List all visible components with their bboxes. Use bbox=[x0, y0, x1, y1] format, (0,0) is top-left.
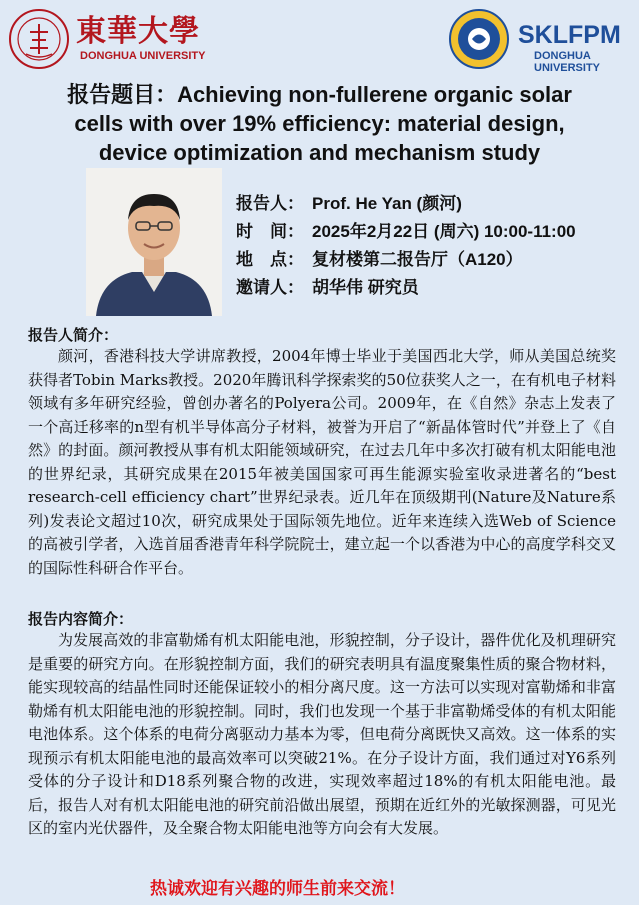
university-name: 東華大學 bbox=[76, 14, 200, 49]
talk-title-line-2: cells with over 19% efficiency: material design, bbox=[74, 111, 565, 136]
lab-name: SKLFPM bbox=[518, 21, 621, 49]
abstract-text: 为发展高效的非富勒烯有机太阳能电池，形貌控制，分子设计，器件优化及机理研究是重要的研究方向。在形貌控制方面，我们的研究表明具有温度聚集性质的聚合物材料，能实现较高的结晶性同时还能保证较小的相分离尺度。这一方法可以实现对富勒烯和非富勒烯有机太阳能电池的形貌控制。同时，我们也发现一个基于非富勒烯受体的有机太阳能电池体系。这个体系的电荷分离驱动力基本为零，但电荷分离既快又高效。这一体系的实现预示有机太阳能电池的最高效率可以突破21%。在分子设计方面，我们通过对Y6系列受体的分子设计和D18系列聚合物的改进，实现效率超过18%的有机太阳能电池。最后，报告人对有机太阳能电池的研究前沿做出展望，预期在近红外的光敏探测器，可见光区的室内光伏器件，及全聚合物太阳能电池等方向会有大发展。 bbox=[28, 631, 616, 837]
bio-text: 颜河，香港科技大学讲席教授，2004年博士毕业于美国西北大学，师从美国总统奖获得者Tobin Marks教授。2020年腾讯科学探索奖的50位获奖人之一，在有机电子材料领域有多年研究经验，曾创办著名的Polyera公司。2009年，在《自然》杂志上发表了一个高迁移率的n型有机半导体高分子材料，被誉为开启了“新晶体管时代”并登上了《自然》的封面。颜河教授从事有机太阳能领域研究，在过去几年中多次打破有机太阳能电池的世界纪录，其研究成果在2015年被美国国家可再生能源实验室收录进著名的“best research-cell efficiency chart”世界纪录表。近几年在顶级期刊(Nature及Nature系列)发表论文超过10次，研究成果处于国际领先地位。近年来连续入选Web of Science的高被引学者，入选首届香港青年科学院院士，建立起一个以香港为中心的高度学科交叉的国际性科研合作平台。 bbox=[28, 347, 616, 577]
time-label: 时 间： bbox=[236, 222, 304, 241]
talk-title-line-1: 报告题目：Achieving non-fullerene organic solar bbox=[67, 82, 572, 107]
university-name-en: DONGHUA UNIVERSITY bbox=[80, 50, 206, 62]
host-row bbox=[236, 274, 636, 302]
header bbox=[0, 0, 639, 80]
talk-title-line-3: device optimization and mechanism study bbox=[98, 140, 541, 165]
lab-seal-logo bbox=[448, 8, 510, 70]
speaker-value: Prof. He Yan (颜河) bbox=[312, 194, 462, 213]
lab-university: DONGHUA UNIVERSITY bbox=[534, 50, 601, 74]
host-value: 胡华伟 研究员 bbox=[312, 278, 419, 297]
speaker-row bbox=[236, 190, 636, 218]
talk-info bbox=[236, 190, 636, 302]
closing-invitation: 热诚欢迎有兴趣的师生前来交流！ bbox=[150, 879, 405, 898]
time-value: 2025年2月22日 (周六) 10:00-11:00 bbox=[312, 222, 576, 241]
donghua-seal-logo bbox=[8, 8, 70, 70]
talk-title bbox=[14, 80, 625, 167]
speaker-photo bbox=[86, 168, 222, 316]
place-value: 复材楼第二报告厅（A120） bbox=[312, 250, 523, 269]
place-label: 地 点： bbox=[236, 250, 304, 269]
abstract-heading: 报告内容简介： bbox=[28, 611, 134, 628]
time-row bbox=[236, 218, 636, 246]
place-row bbox=[236, 246, 636, 274]
bio-heading: 报告人简介： bbox=[28, 327, 119, 344]
host-label: 邀请人： bbox=[236, 278, 304, 297]
speaker-label: 报告人： bbox=[236, 194, 304, 213]
